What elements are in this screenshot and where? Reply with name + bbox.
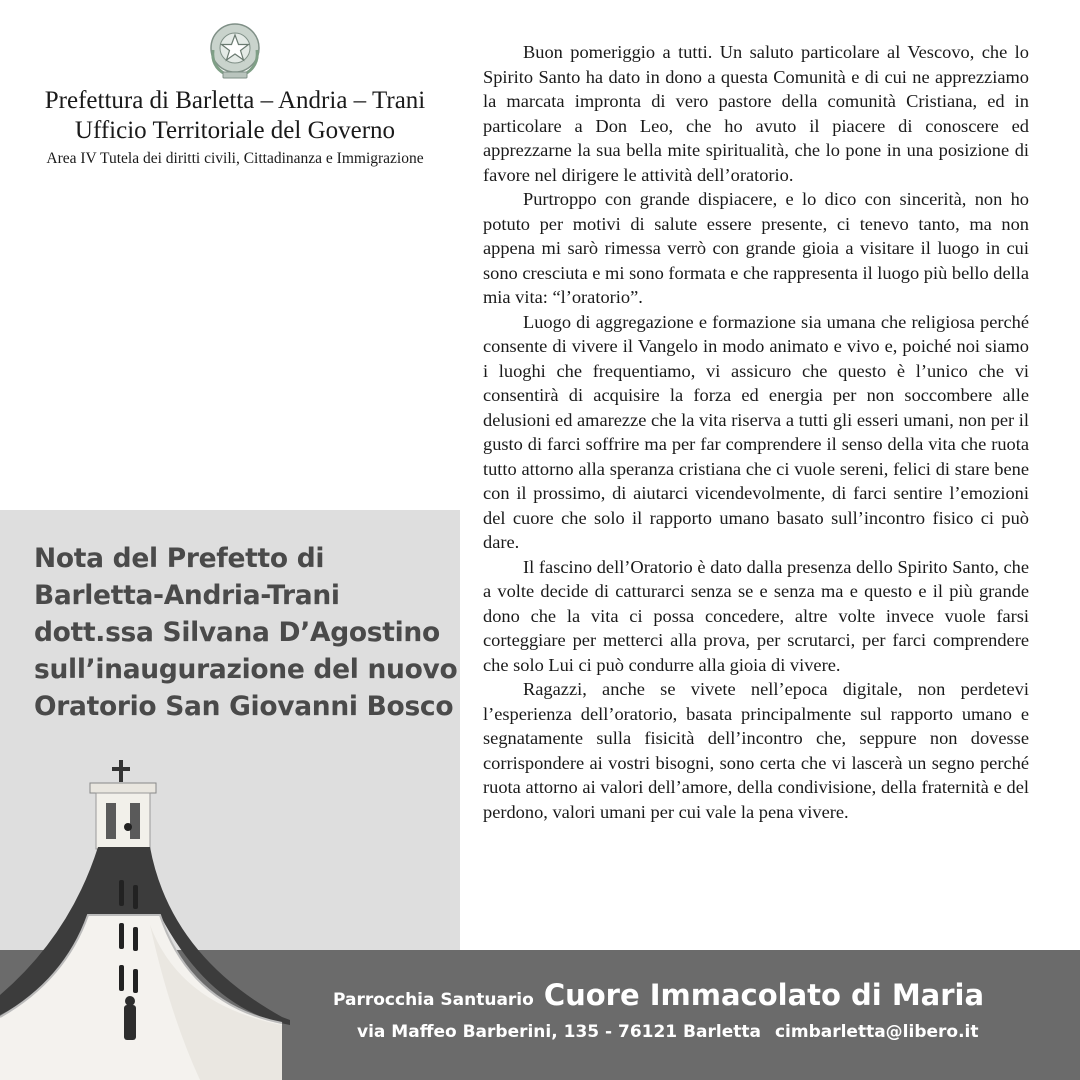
letter-paragraph: Ragazzi, anche se vivete nell’epoca digitale, non perdetevi l’esperienza dell’oratorio, basata principalmente sul rapporto umano e segnatamente sulla fisicità dell’incontro che, seppure non dovesse corrispondere ai vostri bisogni, sono certa che vi lascerà un segno perché ruota attorno ai valori dell’amore, della condivisione, della fraternità e del perdono, valori umani per cui vale la pena vivere. [483, 679, 1029, 822]
title-line: Nota del Prefetto di [34, 543, 325, 574]
contact-line [357, 1022, 979, 1042]
parish-prefix: Parrocchia Santuario [333, 990, 534, 1010]
prefecture-header [0, 20, 470, 170]
office-area: Area IV Tutela dei diritti civili, Cittadinanza e Immigrazione [46, 150, 424, 167]
parish-address: via Maffeo Barberini, 135 - 76121 Barletta [357, 1022, 761, 1042]
title-line: Oratorio San Giovanni Bosco [34, 691, 454, 722]
letter-paragraph: Il fascino dell’Oratorio è dato dalla presenza dello Spirito Santo, che a volte decide di catturarci senza se e senza ma e questo e il più grande dono che la vita ci possa concedere, altre volte invece vuole farsi corteggiare per metterci alla prova, per scrutarci, per farci comprendere che solo Lui ci può condurre alla gioia di vivere. [483, 556, 1029, 675]
parish-line [333, 978, 984, 1012]
title-line: Barletta-Andria-Trani [34, 580, 340, 611]
prefecture-name: Prefettura di Barletta – Andria – Trani [44, 87, 426, 114]
italian-republic-emblem-icon [207, 20, 263, 82]
letter-paragraph: Purtroppo con grande dispiacere, e lo dico con sincerità, non ho potuto per motivi di salute essere presente, ci tenevo tanto, ma non appena mi sarò rimessa verrò con grande gioia a visitare il luogo in cui sono cresciuta e mi sono formata e che rappresenta il luogo più bello della mia vita: “l’oratorio”. [483, 189, 1029, 307]
letter-paragraph: Buon pomeriggio a tutti. Un saluto particolare al Vescovo, che lo Spirito Santo ha dato in dono a questa Comunità e di cui ne apprezziamo la marcata impronta di vero pastore della comunità Cristiana, ed in particolare a Don Leo, che ho avuto il piacere di conoscere ed apprezzarne la sua bella mite spiritualità, che lo pone in una posizione di favore nel dirigere le attività dell’oratorio. [483, 42, 1029, 185]
title-line: dott.ssa Silvana D’Agostino [34, 617, 440, 648]
parish-email[interactable]: cimbarletta@libero.it [774, 1022, 979, 1042]
parish-name: Cuore Immacolato di Maria [543, 978, 985, 1012]
office-name: Ufficio Territoriale del Governo [74, 117, 396, 144]
letter-body [483, 40, 1029, 824]
note-title [34, 540, 458, 725]
letter-paragraph: Luogo di aggregazione e formazione sia umana che religiosa perché consente di vivere il Vangelo in modo animato e vivo e, poiché noi siamo i luoghi che frequentiamo, vi assicuro che questo è l’unico che vi consentirà di acquisire la forza ed energia per non soccombere alle delusioni ed amarezze che la vita riserva a tutti gli esseri umani, non per il gusto di farci soffrire ma per far comprendere il senso della vita che ruota tutto attorno alla speranza cristiana che ci vuole sereni, felici di stare bene con il prossimo, di aiutarci vicendevolmente, di farci sentire l’emozioni del cuore che solo il rapporto umano basato sull’incontro fisico ci può dare. [483, 311, 1029, 552]
church-bell-tower-icon [0, 755, 290, 1080]
title-line: sull’inaugurazione del nuovo [34, 654, 458, 685]
